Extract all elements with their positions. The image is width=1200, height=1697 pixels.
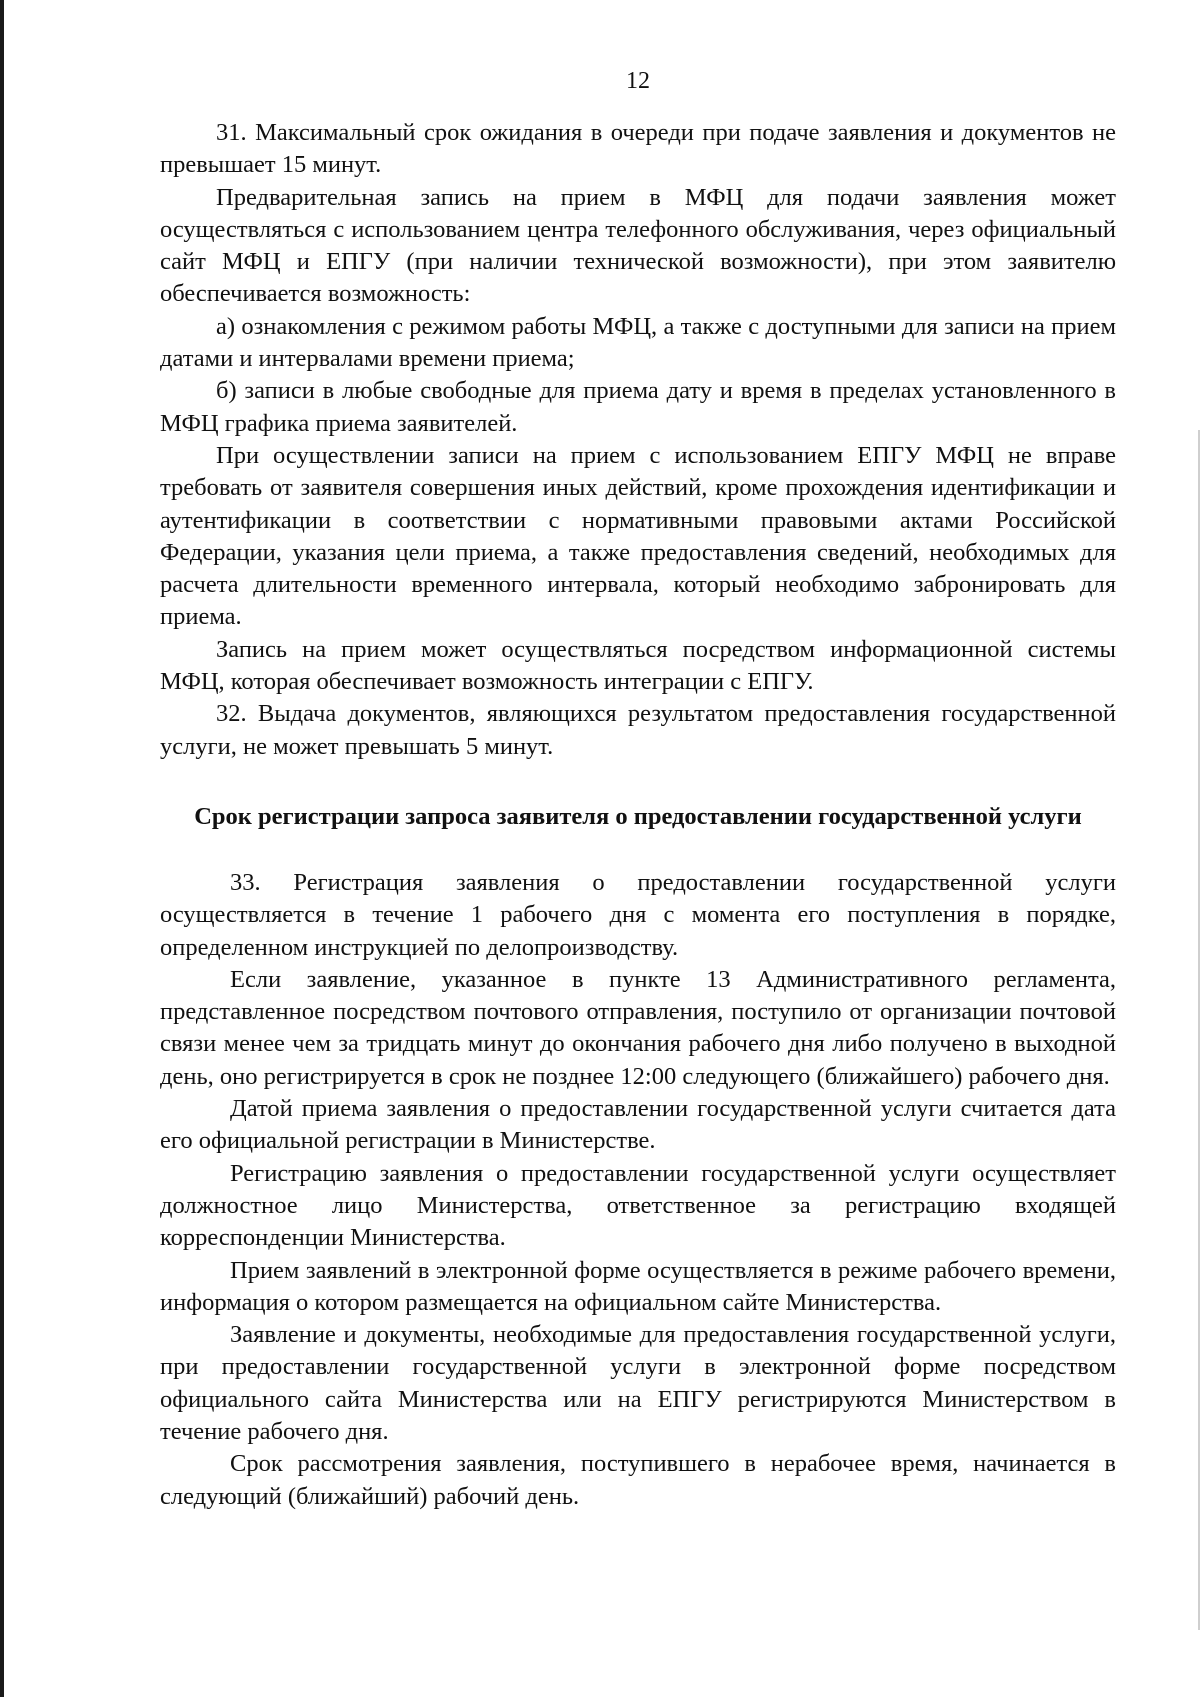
paragraph-item-33: 33. Регистрация заявления о предоставлении государственной услуги осуществляется в течение 1 рабочего дня с момента его поступления в порядке, определенном инструкцией по делопроизводству.: [160, 868, 1116, 961]
paragraph-registration-official: Регистрацию заявления о предоставлении государственной услуги осуществляет должностное лицо Министерства, ответственное за регистрацию входящей корреспонденции Министерства.: [160, 1159, 1116, 1252]
section-heading: Срок регистрации запроса заявителя о предоставлении государственной услуги: [194, 802, 1082, 830]
paragraph-item-32: 32. Выдача документов, являющихся результатом предоставления государственной услуги, не может превышать 5 минут.: [160, 700, 1116, 760]
paragraph-nonworking-time: Срок рассмотрения заявления, поступившего в нерабочее время, начинается в следующий (ближайший) рабочий день.: [160, 1450, 1116, 1510]
paragraph-epgu-booking: При осуществлении записи на прием с использованием ЕПГУ МФЦ не вправе требовать от заявителя совершения иных действий, кроме прохождения идентификации и аутентификации в соответствии с нормативными правовыми актами Российской Федерации, указания цели приема, а также предоставления сведений, необходимых для расчета длительности временного интервала, который необходимо забронировать для приема.: [160, 441, 1116, 631]
paragraph-item-31: 31. Максимальный срок ожидания в очереди при подаче заявления и документов не превышает 15 минут.: [160, 119, 1116, 179]
paragraph-option-b: б) записи в любые свободные для приема дату и время в пределах установленного в МФЦ графика приема заявителей.: [160, 377, 1116, 437]
paragraph-preliminary-booking: Предварительная запись на прием в МФЦ для подачи заявления может осуществляться с использованием центра телефонного обслуживания, через официальный сайт МФЦ и ЕПГУ (при наличии технической возможности), при этом заявителю обеспечивается возможность:: [160, 183, 1116, 308]
paragraph-electronic-intake: Прием заявлений в электронной форме осуществляется в режиме рабочего времени, информация о котором размещается на официальном сайте Министерства.: [160, 1256, 1116, 1316]
page-number: 12: [626, 68, 650, 94]
paragraph-postal-delivery: Если заявление, указанное в пункте 13 Административного регламента, представленное посредством почтового отправления, поступило от организации почтовой связи менее чем за тридцать минут до окончания рабочего дня либо получено в выходной день, оно регистрируется в срок не позднее 12:00 следующего (ближайшего) рабочего дня.: [160, 965, 1116, 1090]
scan-edge-left: [0, 0, 4, 1697]
paragraph-electronic-registration: Заявление и документы, необходимые для предоставления государственной услуги, при предоставлении государственной услуги в электронной форме посредством официального сайта Министерства или на ЕПГУ регистрируются Министерством в течение рабочего дня.: [160, 1321, 1116, 1445]
paragraph-option-a: а) ознакомления с режимом работы МФЦ, а также с доступными для записи на прием датами и интервалами времени приема;: [160, 312, 1116, 373]
document-page: [160, 55, 1116, 1513]
paragraph-mfc-system: Запись на прием может осуществляться посредством информационной системы МФЦ, которая обеспечивает возможность интеграции с ЕПГУ.: [160, 635, 1116, 696]
paragraph-acceptance-date: Датой приема заявления о предоставлении государственной услуги считается дата его официальной регистрации в Министерстве.: [160, 1095, 1116, 1155]
